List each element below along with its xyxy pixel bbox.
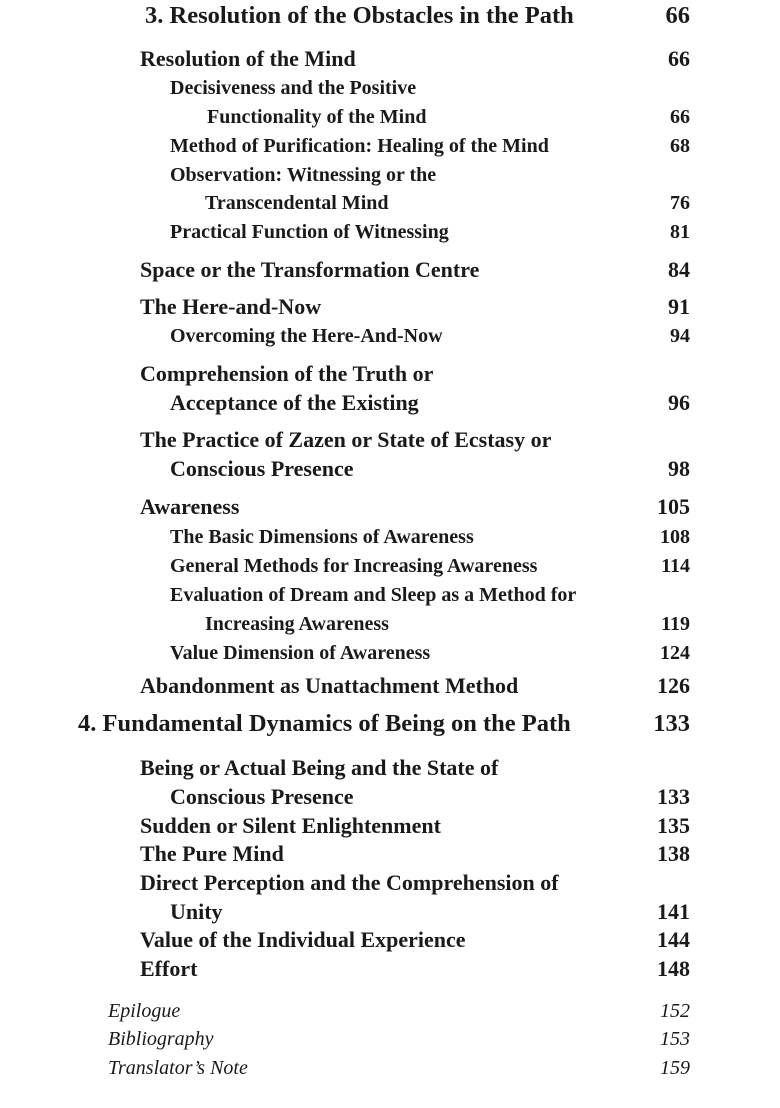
toc-entry-title: Comprehension of the Truth or [140,361,434,386]
toc-entry-title: Value Dimension of Awareness [170,642,431,664]
toc-page-number: 96 [668,390,690,415]
toc-entry-title: Sudden or Silent Enlightenment [140,813,441,838]
toc-entry-title-continued: Conscious Presence [170,784,354,809]
toc-entry-title: Space or the Transformation Centre [140,257,480,282]
toc-entry-title: The Basic Dimensions of Awareness [170,526,474,548]
toc-entry-title: Method of Purification: Healing of the Mind [170,135,549,157]
toc-page-number: 114 [661,555,690,577]
toc-entry-title: Overcoming the Here-And-Now [170,325,443,347]
toc-page-number: 141 [657,899,690,924]
toc-page-number: 66 [665,1,690,29]
toc-entry-title: Bibliography [108,1028,214,1050]
toc-entry-title: Awareness [140,494,240,519]
toc-page-number: 94 [670,325,690,347]
toc-entry-title-continued: Functionality of the Mind [207,106,427,128]
toc-page-number: 144 [657,927,690,952]
toc-entry-title: General Methods for Increasing Awareness [170,555,538,577]
toc-entry-title: Effort [140,956,198,981]
toc-entry-title: Translator’s Note [108,1057,248,1079]
toc-page-number: 66 [670,106,690,128]
toc-entry-title: Value of the Individual Experience [140,927,466,952]
toc-page-number: 153 [660,1028,690,1050]
toc-entry-title-continued: Acceptance of the Existing [170,390,419,415]
toc-page-number: 98 [668,456,690,481]
toc-page-number: 148 [657,956,690,981]
toc-page-number: 81 [670,221,690,243]
toc-page-number: 126 [657,673,690,698]
toc-entry-title: Being or Actual Being and the State of [140,755,499,780]
toc-entry-title: Decisiveness and the Positive [170,77,417,99]
toc-page-number: 138 [657,841,690,866]
toc-entry-title: Resolution of the Mind [140,46,356,71]
toc-page-number: 152 [660,1000,690,1022]
toc-entry-title: 3. Resolution of the Obstacles in the Path [145,1,574,29]
toc-entry-title-continued: Conscious Presence [170,456,354,481]
toc-page-number: 105 [657,494,690,519]
toc-entry-title: Abandonment as Unattachment Method [140,673,519,698]
toc-entry-title: The Here-and-Now [140,294,322,319]
toc-entry-title: Epilogue [108,1000,181,1022]
toc-entry-title: Practical Function of Witnessing [170,221,449,243]
toc-entry-title: The Pure Mind [140,841,284,866]
toc-page-number: 135 [657,813,690,838]
toc-entry-title: Observation: Witnessing or the [170,164,437,186]
toc-page-number: 91 [668,294,690,319]
toc-entry-title: The Practice of Zazen or State of Ecstasy or [140,427,552,452]
toc-entry-title: Direct Perception and the Comprehension of [140,870,559,895]
toc-page-number: 84 [668,257,690,282]
toc-page-number: 108 [660,526,690,548]
toc-page-number: 119 [661,613,690,635]
toc-entry-title: 4. Fundamental Dynamics of Being on the Path [78,709,571,737]
toc-page-number: 66 [668,46,690,71]
toc-entry-title: Evaluation of Dream and Sleep as a Method for [170,584,577,606]
toc-page-number: 124 [660,642,690,664]
toc-page-number: 76 [670,192,690,214]
toc-entry-title-continued: Increasing Awareness [205,613,389,635]
toc-entry-title-continued: Unity [170,899,223,924]
toc-page-number: 133 [653,709,690,737]
toc-page-number: 68 [670,135,690,157]
toc-page-number: 133 [657,784,690,809]
toc-entry-title-continued: Transcendental Mind [205,192,389,214]
toc-page-number: 159 [660,1057,690,1079]
